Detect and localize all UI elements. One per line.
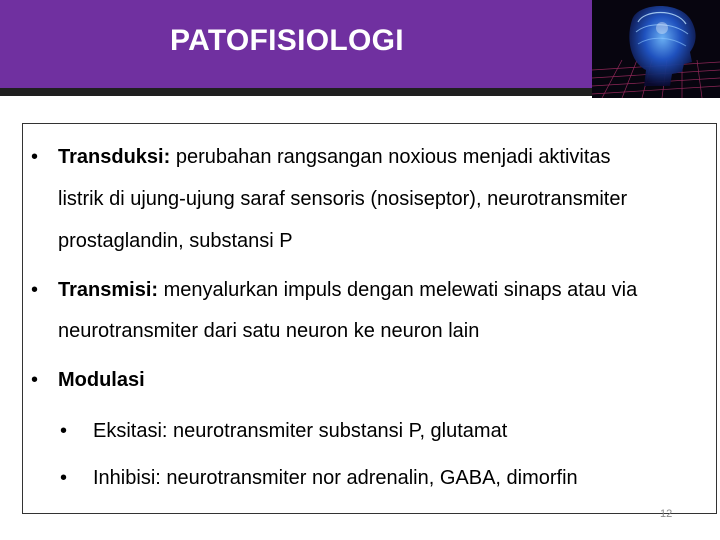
term-transduksi: Transduksi:	[58, 146, 171, 168]
bullet-text: menyalurkan impuls dengan melewati sinaps atau via	[158, 279, 638, 301]
brain-icon	[592, 0, 720, 98]
bullet-text-continued: prostaglandin, substansi P	[58, 230, 293, 252]
bullet-icon: •	[31, 279, 39, 301]
bullet-transduksi	[58, 146, 611, 169]
sub-bullet-icon: •	[60, 420, 68, 442]
bullet-text: perubahan rangsangan noxious menjadi aktivitas	[170, 146, 611, 168]
bullet-text-continued: neurotransmiter dari satu neuron ke neuron lain	[58, 320, 480, 342]
content-box	[22, 123, 717, 514]
title-underline	[0, 88, 592, 96]
bullet-transmisi	[58, 279, 637, 302]
sub-bullet-eksitasi: Eksitasi: neurotransmiter substansi P, glutamat	[93, 420, 508, 442]
bullet-icon: •	[31, 146, 39, 168]
page-number: 12	[660, 508, 673, 520]
bullet-modulasi: Modulasi	[58, 369, 145, 391]
bullet-text-continued: listrik di ujung-ujung saraf sensoris (nosiseptor), neurotransmiter	[58, 188, 628, 210]
slide-title: PATOFISIOLOGI	[170, 24, 404, 57]
term-transmisi: Transmisi:	[58, 279, 159, 301]
sub-bullet-icon: •	[60, 467, 68, 489]
bullet-icon: •	[31, 369, 39, 391]
sub-bullet-inhibisi: Inhibisi: neurotransmiter nor adrenalin, GABA, dimorfin	[93, 467, 578, 489]
